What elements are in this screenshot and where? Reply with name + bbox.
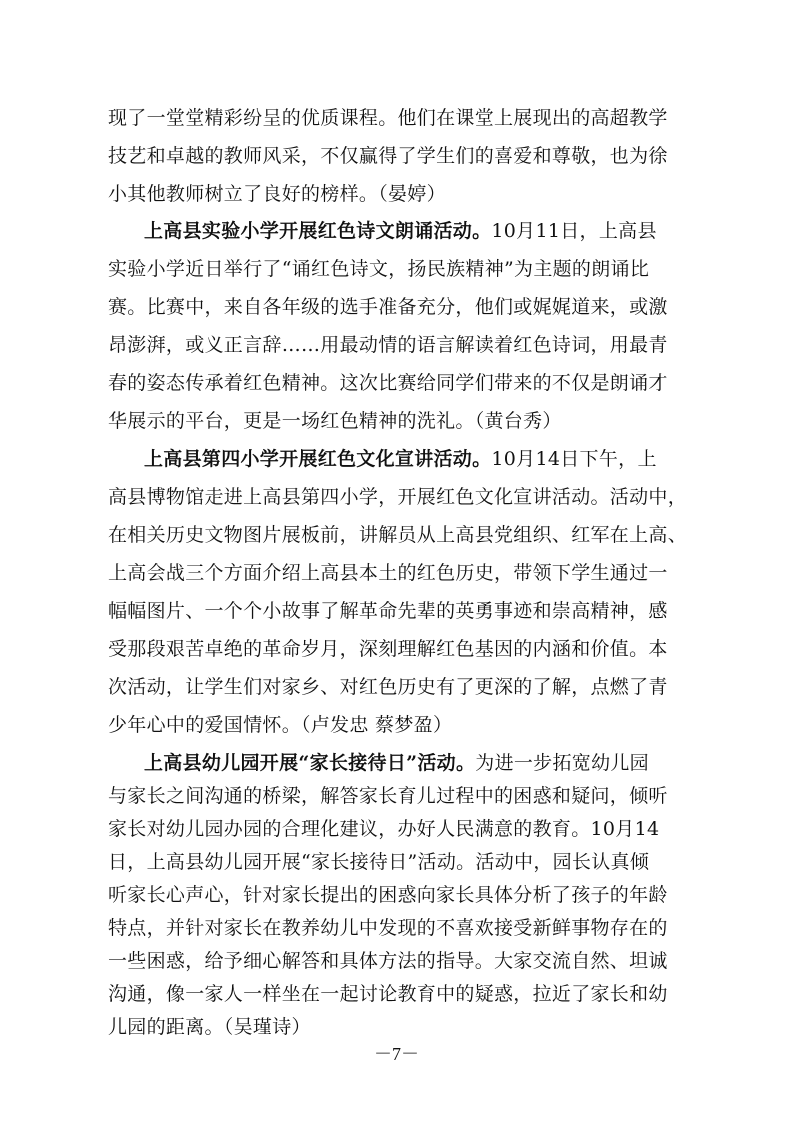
item1-line-2: 实验小学近日举行了“诵红色诗文，扬民族精神”为主题的朗诵比 bbox=[108, 258, 650, 280]
item1-first-rest: 10月11日，上高县 bbox=[491, 220, 657, 242]
item2-line-3: 在相关历史文物图片展板前，讲解员从上高县党组织、红军在上高、 bbox=[108, 524, 688, 546]
item3-line-9: 儿园的距离。（吴瑾诗） bbox=[108, 1016, 311, 1038]
item2-line-6: 受那段艰苦卓绝的革命岁月，深刻理解红色基因的内涵和价值。本 bbox=[108, 638, 668, 660]
item2-title: 上高县第四小学开展红色文化宣讲活动。 bbox=[144, 448, 492, 470]
intro-line-2: 技艺和卓越的教师风采，不仅赢得了学生们的喜爱和尊敬，也为徐 bbox=[108, 145, 668, 167]
item3-first-line bbox=[144, 751, 704, 775]
item2-line-4: 上高会战三个方面介绍上高县本土的红色历史，带领下学生通过一 bbox=[108, 562, 668, 584]
item3-line-7: 一些困惑，给予细心解答和具体方法的指导。大家交流自然、坦诚 bbox=[108, 950, 668, 972]
item1-title: 上高县实验小学开展红色诗文朗诵活动。 bbox=[144, 220, 492, 242]
item1-line-3: 赛。比赛中，来自各年级的选手准备充分，他们或娓娓道来，或激 bbox=[108, 296, 668, 318]
item3-line-5: 听家长心声心，针对家长提出的困惑向家长具体分析了孩子的年龄 bbox=[108, 884, 668, 906]
item1-line-5: 春的姿态传承着红色精神。这次比赛给同学们带来的不仅是朗诵才 bbox=[108, 372, 668, 394]
page-number: －7－ bbox=[374, 1044, 419, 1064]
item1-line-6: 华展示的平台，更是一场红色精神的洗礼。（黄台秀） bbox=[108, 410, 562, 432]
item2-first-rest: 10月14日下午，上 bbox=[491, 448, 657, 470]
item2-line-8: 少年心中的爱国情怀。（卢发忠 蔡梦盈） bbox=[108, 714, 453, 736]
item3-line-2: 与家长之间沟通的桥梁，解答家长育儿过程中的困惑和疑问，倾听 bbox=[108, 785, 668, 807]
item2-line-7: 次活动，让学生们对家乡、对红色历史有了更深的了解，点燃了青 bbox=[108, 676, 668, 698]
item3-line-6: 特点，并针对家长在教养幼儿中发现的不喜欢接受新鲜事物存在的 bbox=[108, 917, 668, 939]
item3-first-rest: 为进一步拓宽幼儿园 bbox=[475, 752, 649, 774]
item2-first-line bbox=[144, 447, 704, 471]
intro-line-1: 现了一堂堂精彩纷呈的优质课程。他们在课堂上展现出的高超教学 bbox=[108, 107, 668, 129]
item3-line-4: 日，上高县幼儿园开展“家长接待日”活动。活动中，园长认真倾 bbox=[108, 851, 650, 873]
item2-line-2: 高县博物馆走进上高县第四小学，开展红色文化宣讲活动。活动中， bbox=[108, 486, 688, 508]
item2-line-5: 幅幅图片、一个个小故事了解革命先辈的英勇事迹和崇高精神，感 bbox=[108, 600, 668, 622]
intro-line-3: 小其他教师树立了良好的榜样。（晏婷） bbox=[108, 183, 446, 205]
item3-line-8: 沟通，像一家人一样坐在一起讨论教育中的疑惑，拉近了家长和幼 bbox=[108, 983, 668, 1005]
item3-title: 上高县幼儿园开展“家长接待日”活动。 bbox=[144, 752, 476, 774]
item3-line-3: 家长对幼儿园办园的合理化建议，办好人民满意的教育。10月14 bbox=[108, 818, 660, 840]
item1-line-4: 昂澎湃，或义正言辞……用最动情的语言解读着红色诗词，用最青 bbox=[108, 334, 668, 356]
item1-first-line bbox=[144, 219, 704, 243]
